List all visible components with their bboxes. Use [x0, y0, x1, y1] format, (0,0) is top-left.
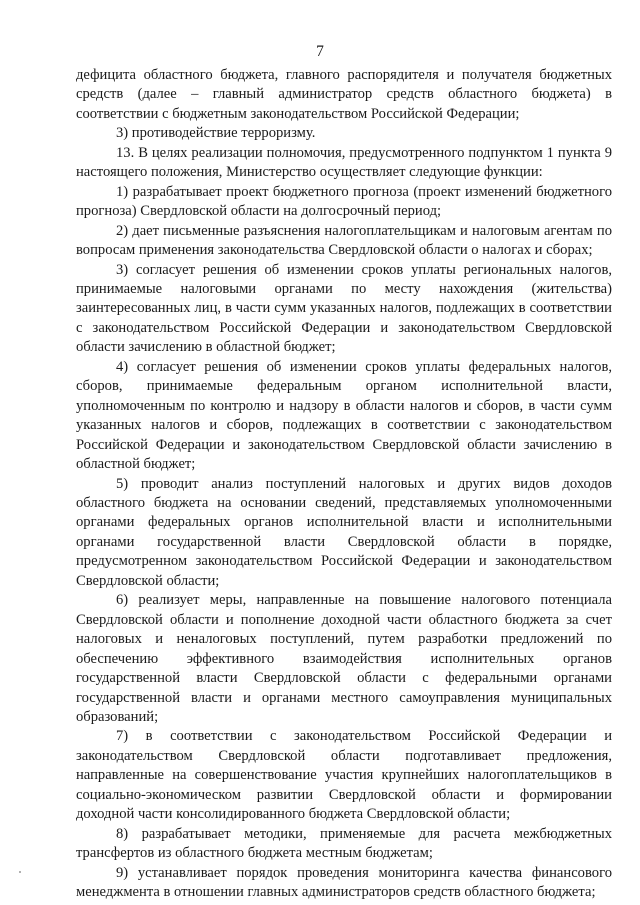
paragraph-function-2: 2) дает письменные разъяснения налогоплательщикам и налоговым агентам по вопросам применения законодательства Свердловской области о налогах и сборах; [76, 222, 612, 259]
paragraph-function-6: 6) реализует меры, направленные на повышение налогового потенциала Свердловской области и пополнение доходной части областного бюджета за счет налоговых и неналоговых поступлений, путем разработки предложений по обеспечению эффективного взаимодействия исполнительных органов государственной власти Свердловской области с федеральными органами государственной власти и органами местного самоуправления муниципальных образований; [76, 592, 612, 725]
paragraph-continuation: дефицита областного бюджета, главного распорядителя и получателя бюджетных средств (далее – главный администратор средств областного бюджета) в соответствии с бюджетным законодательством Российской Федерации; [76, 67, 612, 122]
paragraph-function-3: 3) согласует решения об изменении сроков уплаты региональных налогов, принимаемые налоговыми органами по месту нахождения (жительства) заинтересованных лиц, в части сумм указанных налогов, подлежащих в соответствии с законодательством Российской Федерации и законодательством Свердловской области зачислению в областной бюджет; [76, 261, 612, 356]
paragraph-function-7: 7) в соответствии с законодательством Российской Федерации и законодательством Свердловской области подготавливает предложения, направленные на совершенствование участия крупнейших налогоплательщиков в социально-экономическом развитии Свердловской области и формировании доходной части консолидированного бюджета Свердловской области; [76, 728, 612, 823]
paragraph-function-1: 1) разрабатывает проект бюджетного прогноза (проект изменений бюджетного прогноза) Свердловской области на долгосрочный период; [76, 183, 612, 220]
paragraph-function-8: 8) разрабатывает методики, применяемые для расчета межбюджетных трансфертов из областного бюджета местным бюджетам; [76, 825, 612, 862]
paragraph-function-9: 9) устанавливает порядок проведения мониторинга качества финансового менеджмента в отношении главных администраторов средств областного бюджета; [76, 864, 612, 901]
paragraph-function-5: 5) проводит анализ поступлений налоговых и других видов доходов областного бюджета на основании сведений, представляемых уполномоченными органами федеральных органов исполнительной власти и исполнительными органами государственной власти Свердловской области в порядке, предусмотренном законодательством Российской Федерации и законодательством Свердловской области; [76, 475, 612, 589]
document-body [76, 66, 612, 902]
paragraph-item-3-terrorism: 3) противодействие терроризму. [116, 125, 316, 142]
scan-speck [19, 871, 21, 873]
page-number: 7 [316, 43, 324, 60]
paragraph-function-4: 4) согласует решения об изменении сроков уплаты федеральных налогов, сборов, принимаемые федеральным органом исполнительной власти, уполномоченным по контролю и надзору в области налогов и сборов, в части сумм указанных налогов и сборов, подлежащих в соответствии с законодательством Российской Федерации и законодательством Свердловской области зачислению в областной бюджет; [76, 358, 612, 473]
paragraph-section-13: 13. В целях реализации полномочия, предусмотренного подпунктом 1 пункта 9 настоящего положения, Министерство осуществляет следующие функции: [76, 144, 612, 181]
